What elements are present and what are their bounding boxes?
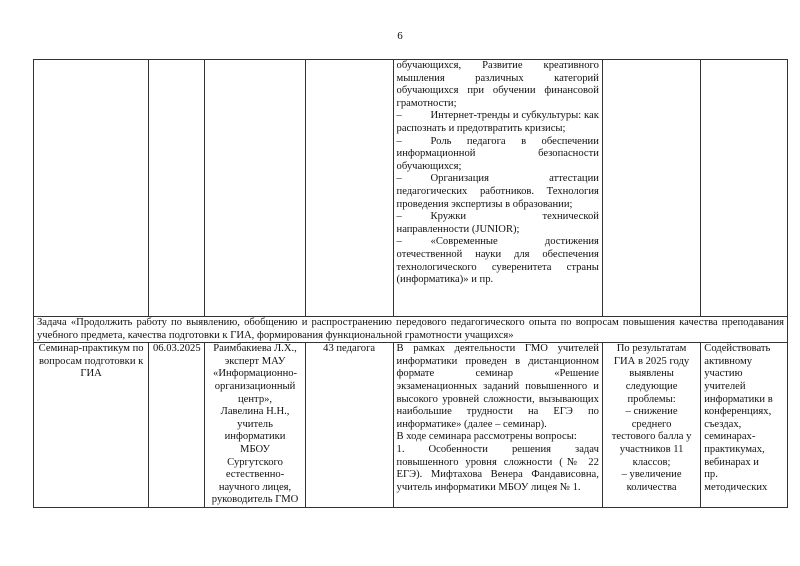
- task-row: [34, 317, 788, 343]
- cell-date: 06.03.2025: [149, 343, 205, 508]
- description-item: – Интернет-тренды и субкультуры: как распознать и предотвратить кризисы;: [396, 110, 599, 134]
- table-row-seminar: [34, 343, 788, 508]
- description-item: – Кружки технической направленности (JUNIOR);: [396, 211, 599, 235]
- cell-responsible: Раимбакиева Л.Х., эксперт МАУ «Информационно- организационный центр», Лавелина Н.Н., учитель информатики МБОУ Сургутского естественно- научного лицея, руководитель ГМО: [205, 343, 305, 508]
- task-text: Задача «Продолжить работу по выявлению, обобщению и распространению передового педагогического опыта по вопросам повышения качества преподавания учебного предмета, качества подготовки к ГИА, формирования функциональной грамотности учащихся»: [34, 317, 788, 343]
- cell-recommendations: Содействовать активному участию учителей информатики в конференциях, съездах, семинарах- практикумах, вебинарах и пр. методических: [701, 343, 788, 508]
- cell-responsible-empty: [205, 60, 305, 317]
- description-paragraph: В рамках деятельности ГМО учителей информатики проведен в дистанционном формате семинар «Решение экзаменационных заданий повышенного и высокого уровней сложности, вызывающих наибольшие трудности на ЕГЭ по информатике» (далее – семинар).: [396, 343, 599, 430]
- cell-participants: 43 педагога: [305, 343, 393, 508]
- report-table: [33, 59, 788, 508]
- description-item: – Роль педагога в обеспечении информационной безопасности обучающихся;: [396, 135, 599, 172]
- description-intro: обучающихся, Развитие креативного мышления различных категорий обучающихся при обучении финансовой грамотности;: [396, 60, 599, 109]
- cell-event-empty: [34, 60, 149, 317]
- description-item: – «Современные достижения отечественной науки для обеспечения технологического суверенитета страны (информатика)» и пр.: [396, 236, 599, 286]
- cell-description: [393, 60, 602, 317]
- description-paragraph: 1. Особенности решения задач повышенного уровня сложности (№ 22 ЕГЭ). Мифтахова Венера Фандависовна, учитель информатики МБОУ лицея № 1.: [396, 443, 599, 493]
- cell-results: По результатам ГИА в 2025 году выявлены следующие проблемы: – снижение среднего тестового балла у участников 11 классов; – увеличение количества: [602, 343, 700, 508]
- table-row-continued: [34, 60, 788, 317]
- page-number: 6: [397, 30, 403, 42]
- description-paragraph: В ходе семинара рассмотрены вопросы:: [396, 431, 577, 443]
- cell-recommendations-empty: [701, 60, 788, 317]
- description-item: – Организация аттестации педагогических работников. Технология проведения экспертизы в образовании;: [396, 173, 599, 210]
- cell-event: Семинар-практикум по вопросам подготовки к ГИА: [34, 343, 149, 508]
- cell-description: [393, 343, 602, 508]
- cell-results-empty: [602, 60, 700, 317]
- cell-date-empty: [149, 60, 205, 317]
- cell-participants-empty: [305, 60, 393, 317]
